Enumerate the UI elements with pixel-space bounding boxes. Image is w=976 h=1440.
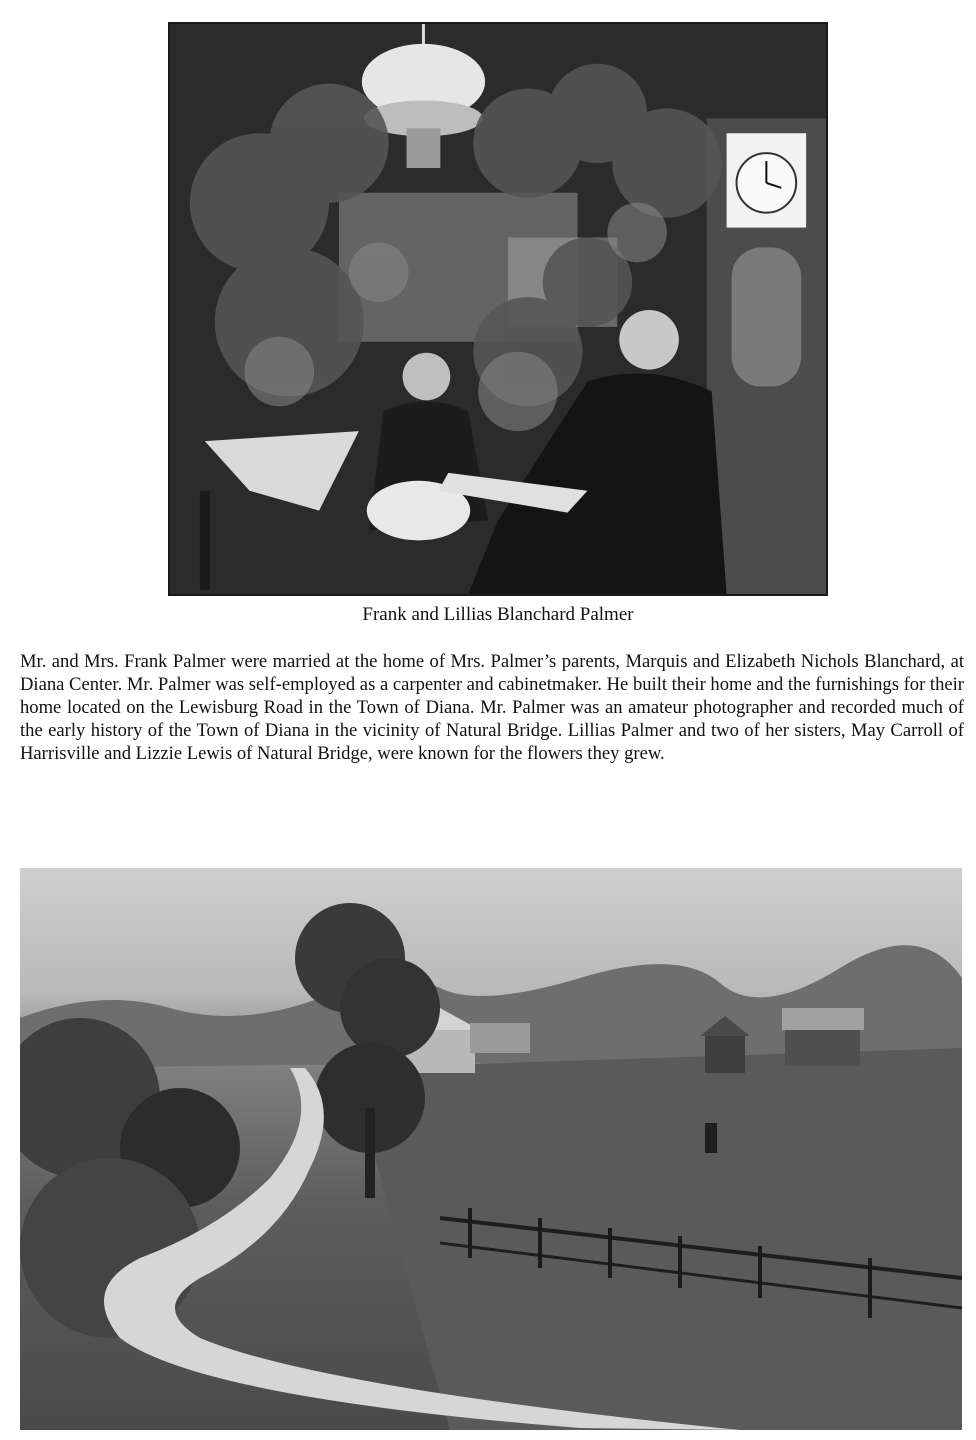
portrait-photo <box>168 22 828 596</box>
biography-paragraph: Mr. and Mrs. Frank Palmer were married at the home of Mrs. Palmer’s parents, Marquis and Elizabeth Nichols Blanchard, at Diana Center. Mr. Palmer was self-employed as a carpenter and cabinetmaker. He built their home and the furnishings for their home located on the Lewisburg Road in the Town of Diana. Mr. Palmer was an amateur photographer and recorded much of the early history of the Town of Diana in the vicinity of Natural Bridge. Lillias Palmer and two of her sisters, May Carroll of Harrisville and Lizzie Lewis of Natural Bridge, were known for the flowers they grew. <box>20 651 964 764</box>
landscape-photo-illustration <box>20 868 962 1430</box>
landscape-photo <box>20 868 962 1430</box>
photo-caption: Frank and Lillias Blanchard Palmer <box>362 604 634 625</box>
portrait-photo-illustration <box>170 24 826 594</box>
